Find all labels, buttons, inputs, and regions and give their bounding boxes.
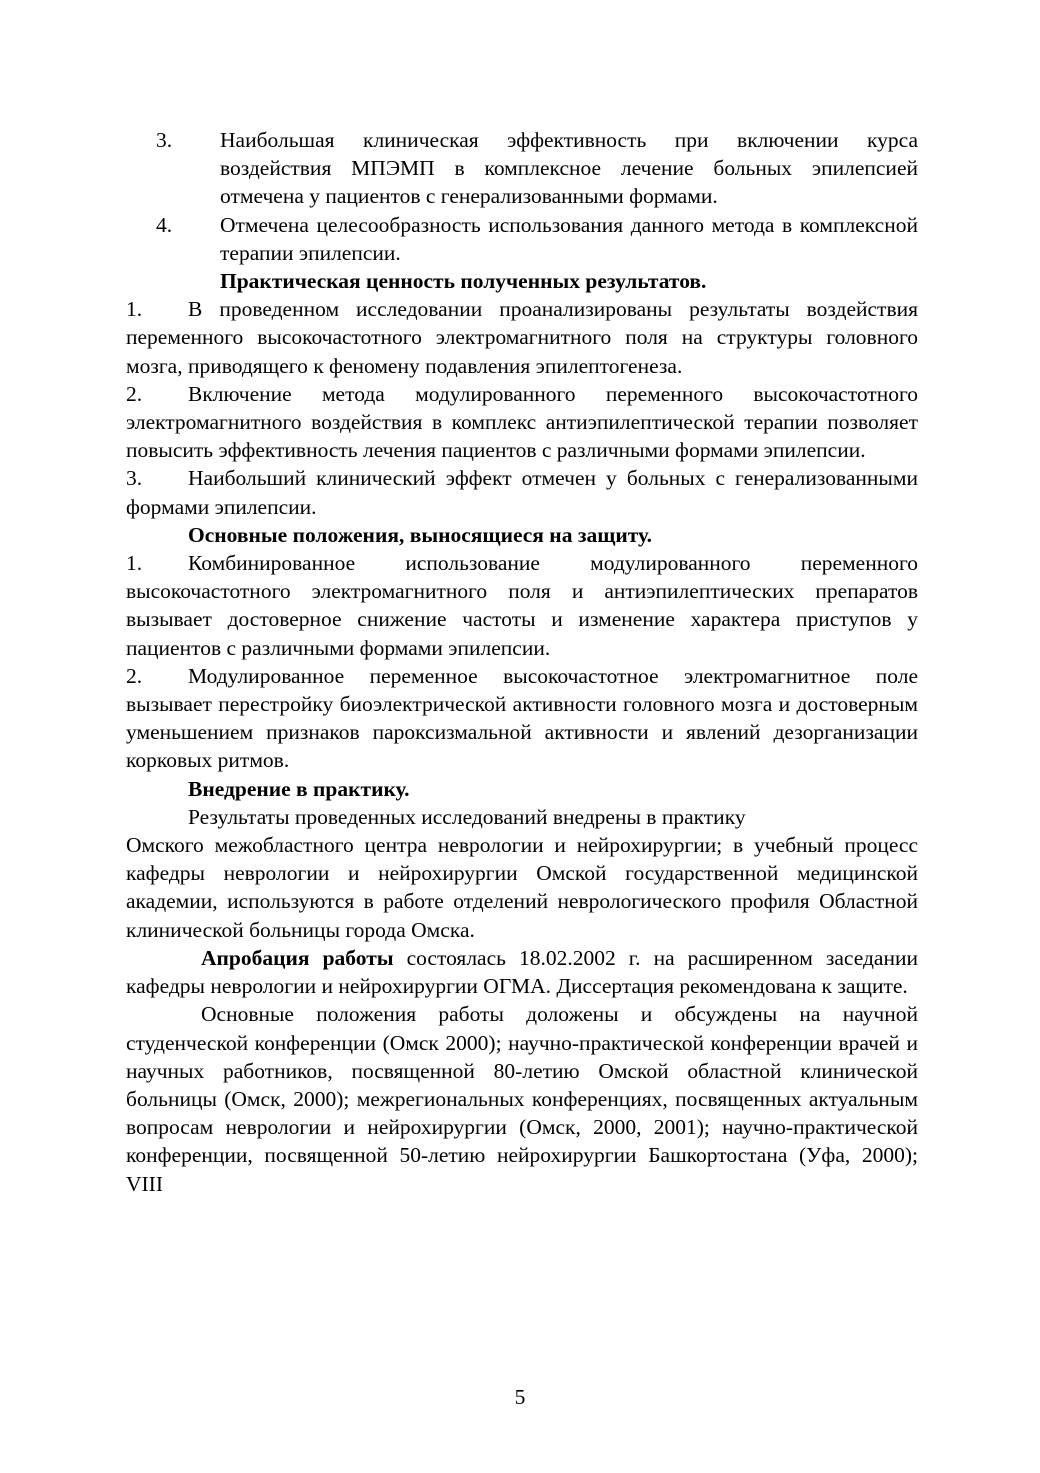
list-item [126,295,918,380]
page-number: 5 [514,1385,526,1409]
approbation-paragraph [126,944,918,1000]
list-text: Комбинированное использование модулированного переменного высокочастотного электромагнитного поля и антиэпилептических препаратов вызывает достоверное снижение частоты и изменение характера приступов у пациентов с различными формами эпилепсии. [126,551,918,660]
list-item [126,380,918,465]
list-item [126,211,918,267]
list-text: Наибольший клинический эффект отмечен у больных с генерализованными формами эпилепсии. [126,466,918,519]
list-item [126,662,918,775]
list-text: Модулированное переменное высокочастотное электромагнитное поле вызывает перестройку биоэлектрической активности головного мозга и достоверным уменьшением признаков пароксизмальной активности и явлений дезорганизации корковых ритмов. [126,663,918,773]
section-heading-implementation: Внедрение в практику. [188,776,410,801]
list-number: 3. [126,466,143,491]
list-text: В проведенном исследовании проанализированы результаты воздействия переменного высокочастотного электромагнитного поля на структуры головного мозга, приводящего к феномену подавления эпилептогенеза. [126,297,918,378]
approbation-lead: Апробация работы [201,945,394,970]
implementation-paragraph: Омского межобластного центра неврологии и нейрохирургии; в учебный процесс кафедры неврологии и нейрохирургии Омской государственной медицинской академии, используются в работе отделений неврологического профиля Областной клинической больницы города Омска. [126,833,918,942]
page-content [126,126,918,1198]
list-number: 3. [156,128,173,152]
approbation-text: состоялась 18.02.2002 г. на расширенном заседании кафедры неврологии и нейрохирургии ОГМА. Диссертация рекомендована к защите. [126,945,918,999]
list-item [126,549,918,662]
list-text: Включение метода модулированного переменного высокочастотного электромагнитного воздействия в комплекс антиэпилептической терапии позволяет повысить эффективность лечения пациентов с различными формами эпилепсии. [126,381,918,463]
list-item [126,126,918,211]
implementation-first-line: Результаты проведенных исследований внедрены в практику [188,804,746,829]
section-heading-defense-points: Основные положения, выносящиеся на защиту. [188,522,653,547]
list-item [126,464,918,520]
list-number: 2. [126,663,143,688]
section-heading-practical-value: Практическая ценность полученных результатов. [220,269,707,294]
reports-paragraph: Основные положения работы доложены и обсуждены на научной студенческой конференции (Омск 2000); научно-практической конференции врачей и научных работников, посвященной 80-летию Омской областной клинической больницы (Омск, 2000); межрегиональных конференциях, посвященных актуальным вопросам неврологии и нейрохирургии (Омск, 2000, 2001); научно-практической конференции, посвященной 50-летию нейрохирургии Башкортостана (Уфа, 2000); VIII [126,1002,918,1196]
list-number: 4. [156,212,173,237]
list-number: 1. [126,551,143,576]
list-text: Отмечена целесообразность использования данного метода в комплексной терапии эпилепсии. [220,212,918,265]
list-text: Наибольшая клиническая эффективность при включении курса воздействия МПЭМП в комплексное лечение больных эпилепсией отмечена у пациентов с генерализованными формами. [220,128,918,209]
list-number: 2. [126,381,143,406]
list-number: 1. [126,297,143,322]
